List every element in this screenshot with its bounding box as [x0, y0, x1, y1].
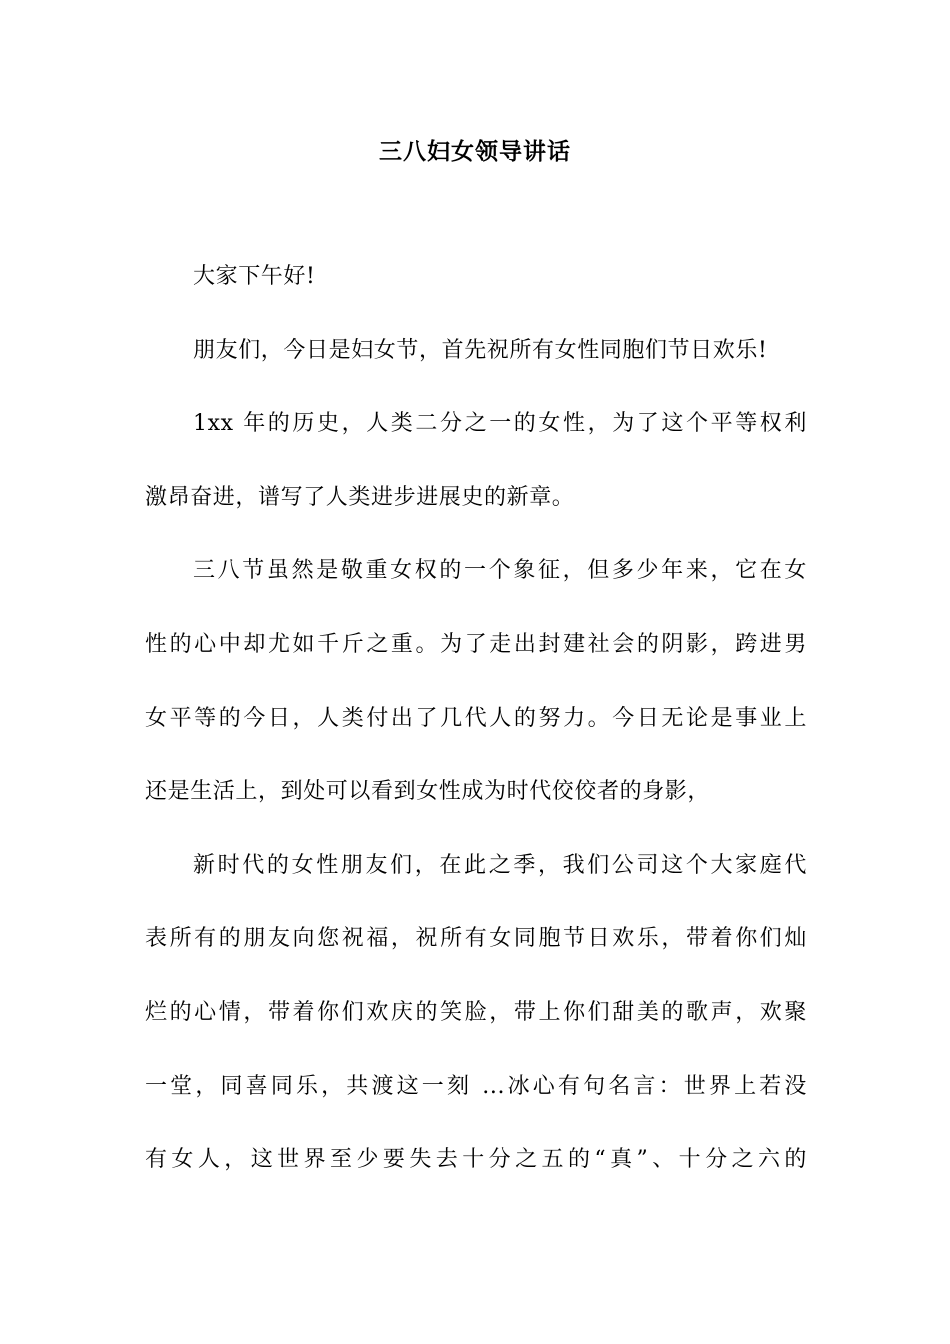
paragraph-line: 1xx 年的历史，人类二分之一的女性，为了这个平等权利: [193, 411, 807, 437]
paragraph-line: 女平等的今日，人类付出了几代人的努力。今日无论是事业上: [145, 705, 807, 731]
paragraph-line: 还是生活上，到处可以看到女性成为时代佼佼者的身影，: [145, 779, 711, 805]
document-title: 三八妇女领导讲话: [379, 139, 571, 165]
paragraph-line-greeting: 大家下午好!: [193, 264, 316, 289]
paragraph-line: 新时代的女性朋友们，在此之季，我们公司这个大家庭代: [193, 852, 807, 878]
paragraph-line: 三八节虽然是敬重女权的一个象征，但多少年来，它在女: [193, 558, 807, 584]
paragraph-line: 一堂，同喜同乐，共渡这一刻 ...冰心有句名言：世界上若没: [145, 1073, 807, 1099]
document-body: [145, 262, 807, 1219]
paragraph-line: 表所有的朋友向您祝福，祝所有女同胞节日欢乐，带着你们灿: [145, 926, 807, 952]
paragraph-line: 朋友们，今日是妇女节，首先祝所有女性同胞们节日欢乐!: [193, 337, 768, 363]
paragraph-line: 激昂奋进，谱写了人类进步进展史的新章。: [145, 484, 575, 510]
paragraph-line: 性的心中却尤如千斤之重。为了走出封建社会的阴影，跨进男: [145, 631, 807, 657]
paragraph-line: 有女人，这世界至少要失去十分之五的“真”、十分之六的: [145, 1147, 807, 1173]
paragraph-line: 烂的心情，带着你们欢庆的笑脸，带上你们甜美的歌声，欢聚: [145, 999, 807, 1025]
